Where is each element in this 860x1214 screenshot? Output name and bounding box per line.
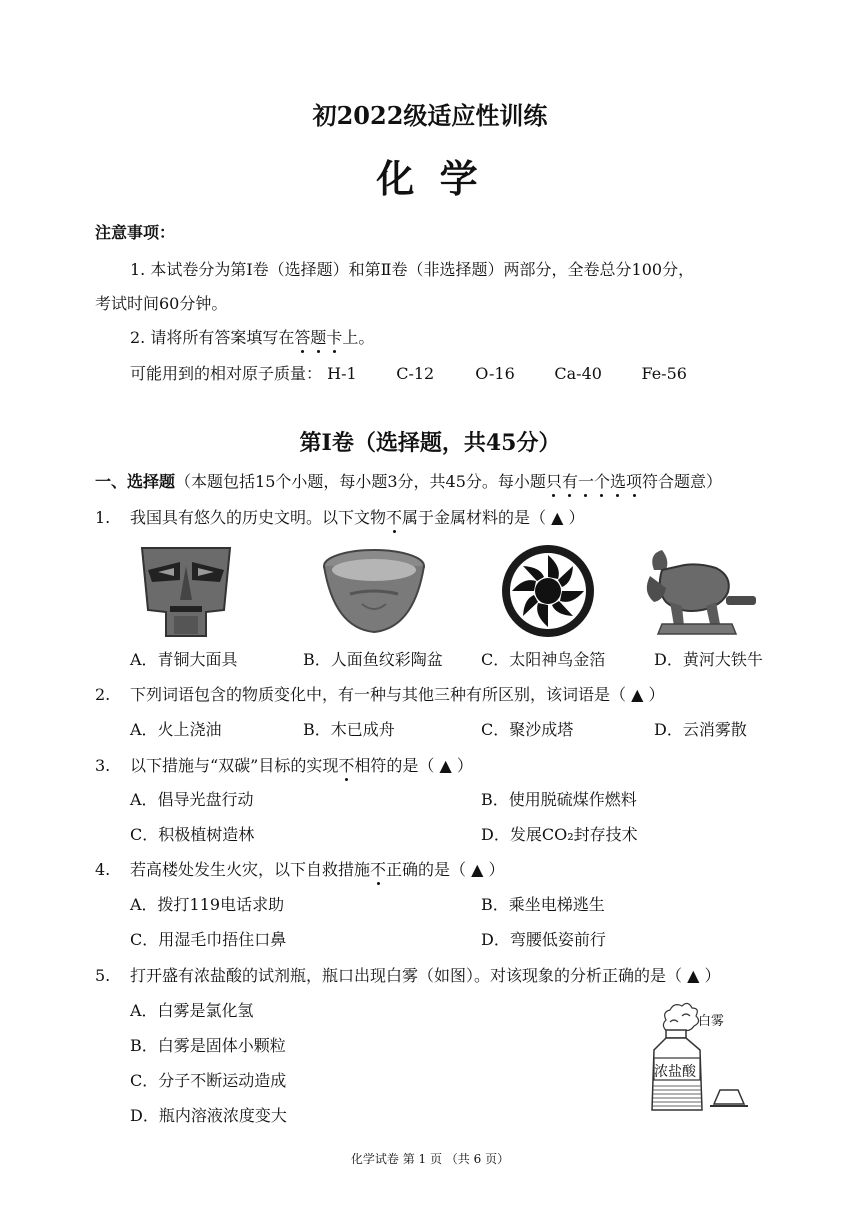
q5-option-b: B．白雾是固体小颗粒 [130, 1036, 286, 1055]
emphasis-char: 卡 [326, 328, 343, 347]
atomic-mass-o: O-16 [475, 364, 515, 383]
q2-option-c: C．聚沙成塔 [481, 720, 574, 739]
q1-stem-suffix: 属于金属材料的是（ ▲ ） [402, 508, 585, 527]
sun-bird-gold-foil-image [500, 543, 596, 639]
notice-item1-line2: 考试时间60分钟。 [95, 294, 228, 313]
notice-heading: 注意事项： [95, 223, 176, 242]
q1-option-c: C．太阳神鸟金箔 [481, 650, 606, 669]
q1-option-b: B．人面鱼纹彩陶盆 [303, 650, 443, 669]
emphasis-char: 题 [310, 328, 327, 347]
emphasis-char: 一 [577, 472, 594, 491]
section1-title: 第Ⅰ卷（选择题，共45分） [299, 430, 561, 456]
atomic-mass-h: H-1 [327, 364, 357, 383]
q2-option-b: B．木已成舟 [303, 720, 395, 739]
emphasis-char: 只 [545, 472, 562, 491]
q3-option-a: A．倡导光盘行动 [130, 790, 254, 809]
part1-desc-prefix: （本题包括15个小题，每小题3分，共45分。每小题 [175, 472, 546, 491]
atomic-mass-ca: Ca-40 [554, 364, 602, 383]
q5-number: 5. [95, 966, 111, 985]
q4-option-a: A．拨打119电话求助 [130, 895, 285, 914]
q1-stem-prefix: 我国具有悠久的历史文明。以下文物 [130, 508, 387, 527]
q5-option-c: C．分子不断运动造成 [130, 1071, 287, 1090]
atomic-mass-c: C-12 [396, 364, 435, 383]
emphasis-char: 不 [370, 860, 387, 879]
emphasis-char: 个 [593, 472, 610, 491]
q4-option-b: B．乘坐电梯逃生 [481, 895, 605, 914]
bronze-mask-image [136, 540, 236, 640]
subject-title: 化 学 [376, 156, 484, 201]
emphasis-char: 不 [386, 508, 403, 527]
q3-option-c: C．积极植树造林 [130, 825, 255, 844]
part1-desc-suffix: 符合题意） [642, 472, 723, 491]
q3-stem-suffix: 相符的是（ ▲ ） [354, 756, 473, 775]
q3-stem-prefix: 以下措施与“双碳”目标的实现 [130, 756, 339, 775]
q5-option-a: A．白雾是氯化氢 [130, 1001, 254, 1020]
q3-option-b: B．使用脱硫煤作燃料 [481, 790, 637, 809]
q3-number: 3. [95, 756, 111, 775]
q5-option-d: D．瓶内溶液浓度变大 [130, 1106, 287, 1125]
notice-item2-prefix: 2. 请将所有答案填写在 [130, 328, 295, 347]
q2-option-d: D．云消雾散 [654, 720, 747, 739]
iron-ox-image [640, 540, 760, 640]
atomic-mass-line [130, 364, 687, 384]
bottle-label: 浓盐酸 [654, 1064, 696, 1080]
notice-item2 [130, 328, 374, 348]
emphasis-char: 项 [626, 472, 643, 491]
q4-stem-suffix: 正确的是（ ▲ ） [386, 860, 505, 879]
exam-title: 初2022级适应性训练 [312, 101, 548, 130]
page-footer: 化学试卷 第 1 页 （共 6 页） [350, 1152, 510, 1166]
q2-number: 2. [95, 685, 111, 704]
q3-stem [130, 756, 473, 776]
q2-stem: 下列词语包含的物质变化中，有一种与其他三种有所区别，该词语是（ ▲ ） [130, 685, 665, 704]
q1-stem [130, 508, 585, 528]
emphasis-char: 不 [338, 756, 355, 775]
atomic-mass-label: 可能用到的相对原子质量： [130, 364, 323, 383]
q4-option-d: D．弯腰低姿前行 [481, 930, 606, 949]
q3-option-d: D．发展CO₂封存技术 [481, 825, 638, 844]
q4-number: 4. [95, 860, 111, 879]
part1-heading [95, 472, 722, 492]
q4-stem-prefix: 若高楼处发生火灾，以下自救措施 [130, 860, 371, 879]
q4-stem [130, 860, 505, 880]
q5-stem: 打开盛有浓盐酸的试剂瓶，瓶口出现白雾（如图）。对该现象的分析正确的是（ ▲ ） [130, 966, 721, 985]
mist-label: 白雾 [698, 1014, 725, 1029]
emphasis-char: 选 [609, 472, 626, 491]
notice-item2-suffix: 上。 [342, 328, 375, 347]
part1-label: 一、选择题 [95, 472, 176, 491]
q1-option-a: A．青铜大面具 [130, 650, 238, 669]
emphasis-char: 有 [561, 472, 578, 491]
q1-number: 1. [95, 508, 111, 527]
notice-item1-line1: 1. 本试卷分为第Ⅰ卷（选择题）和第Ⅱ卷（非选择题）两部分，全卷总分100分， [130, 260, 695, 279]
q2-option-a: A．火上浇油 [130, 720, 222, 739]
q4-option-c: C．用湿毛巾捂住口鼻 [130, 930, 287, 949]
pottery-basin-image [320, 544, 428, 636]
atomic-mass-fe: Fe-56 [641, 364, 687, 383]
q1-option-d: D．黄河大铁牛 [654, 650, 763, 669]
emphasis-char: 答 [294, 328, 311, 347]
